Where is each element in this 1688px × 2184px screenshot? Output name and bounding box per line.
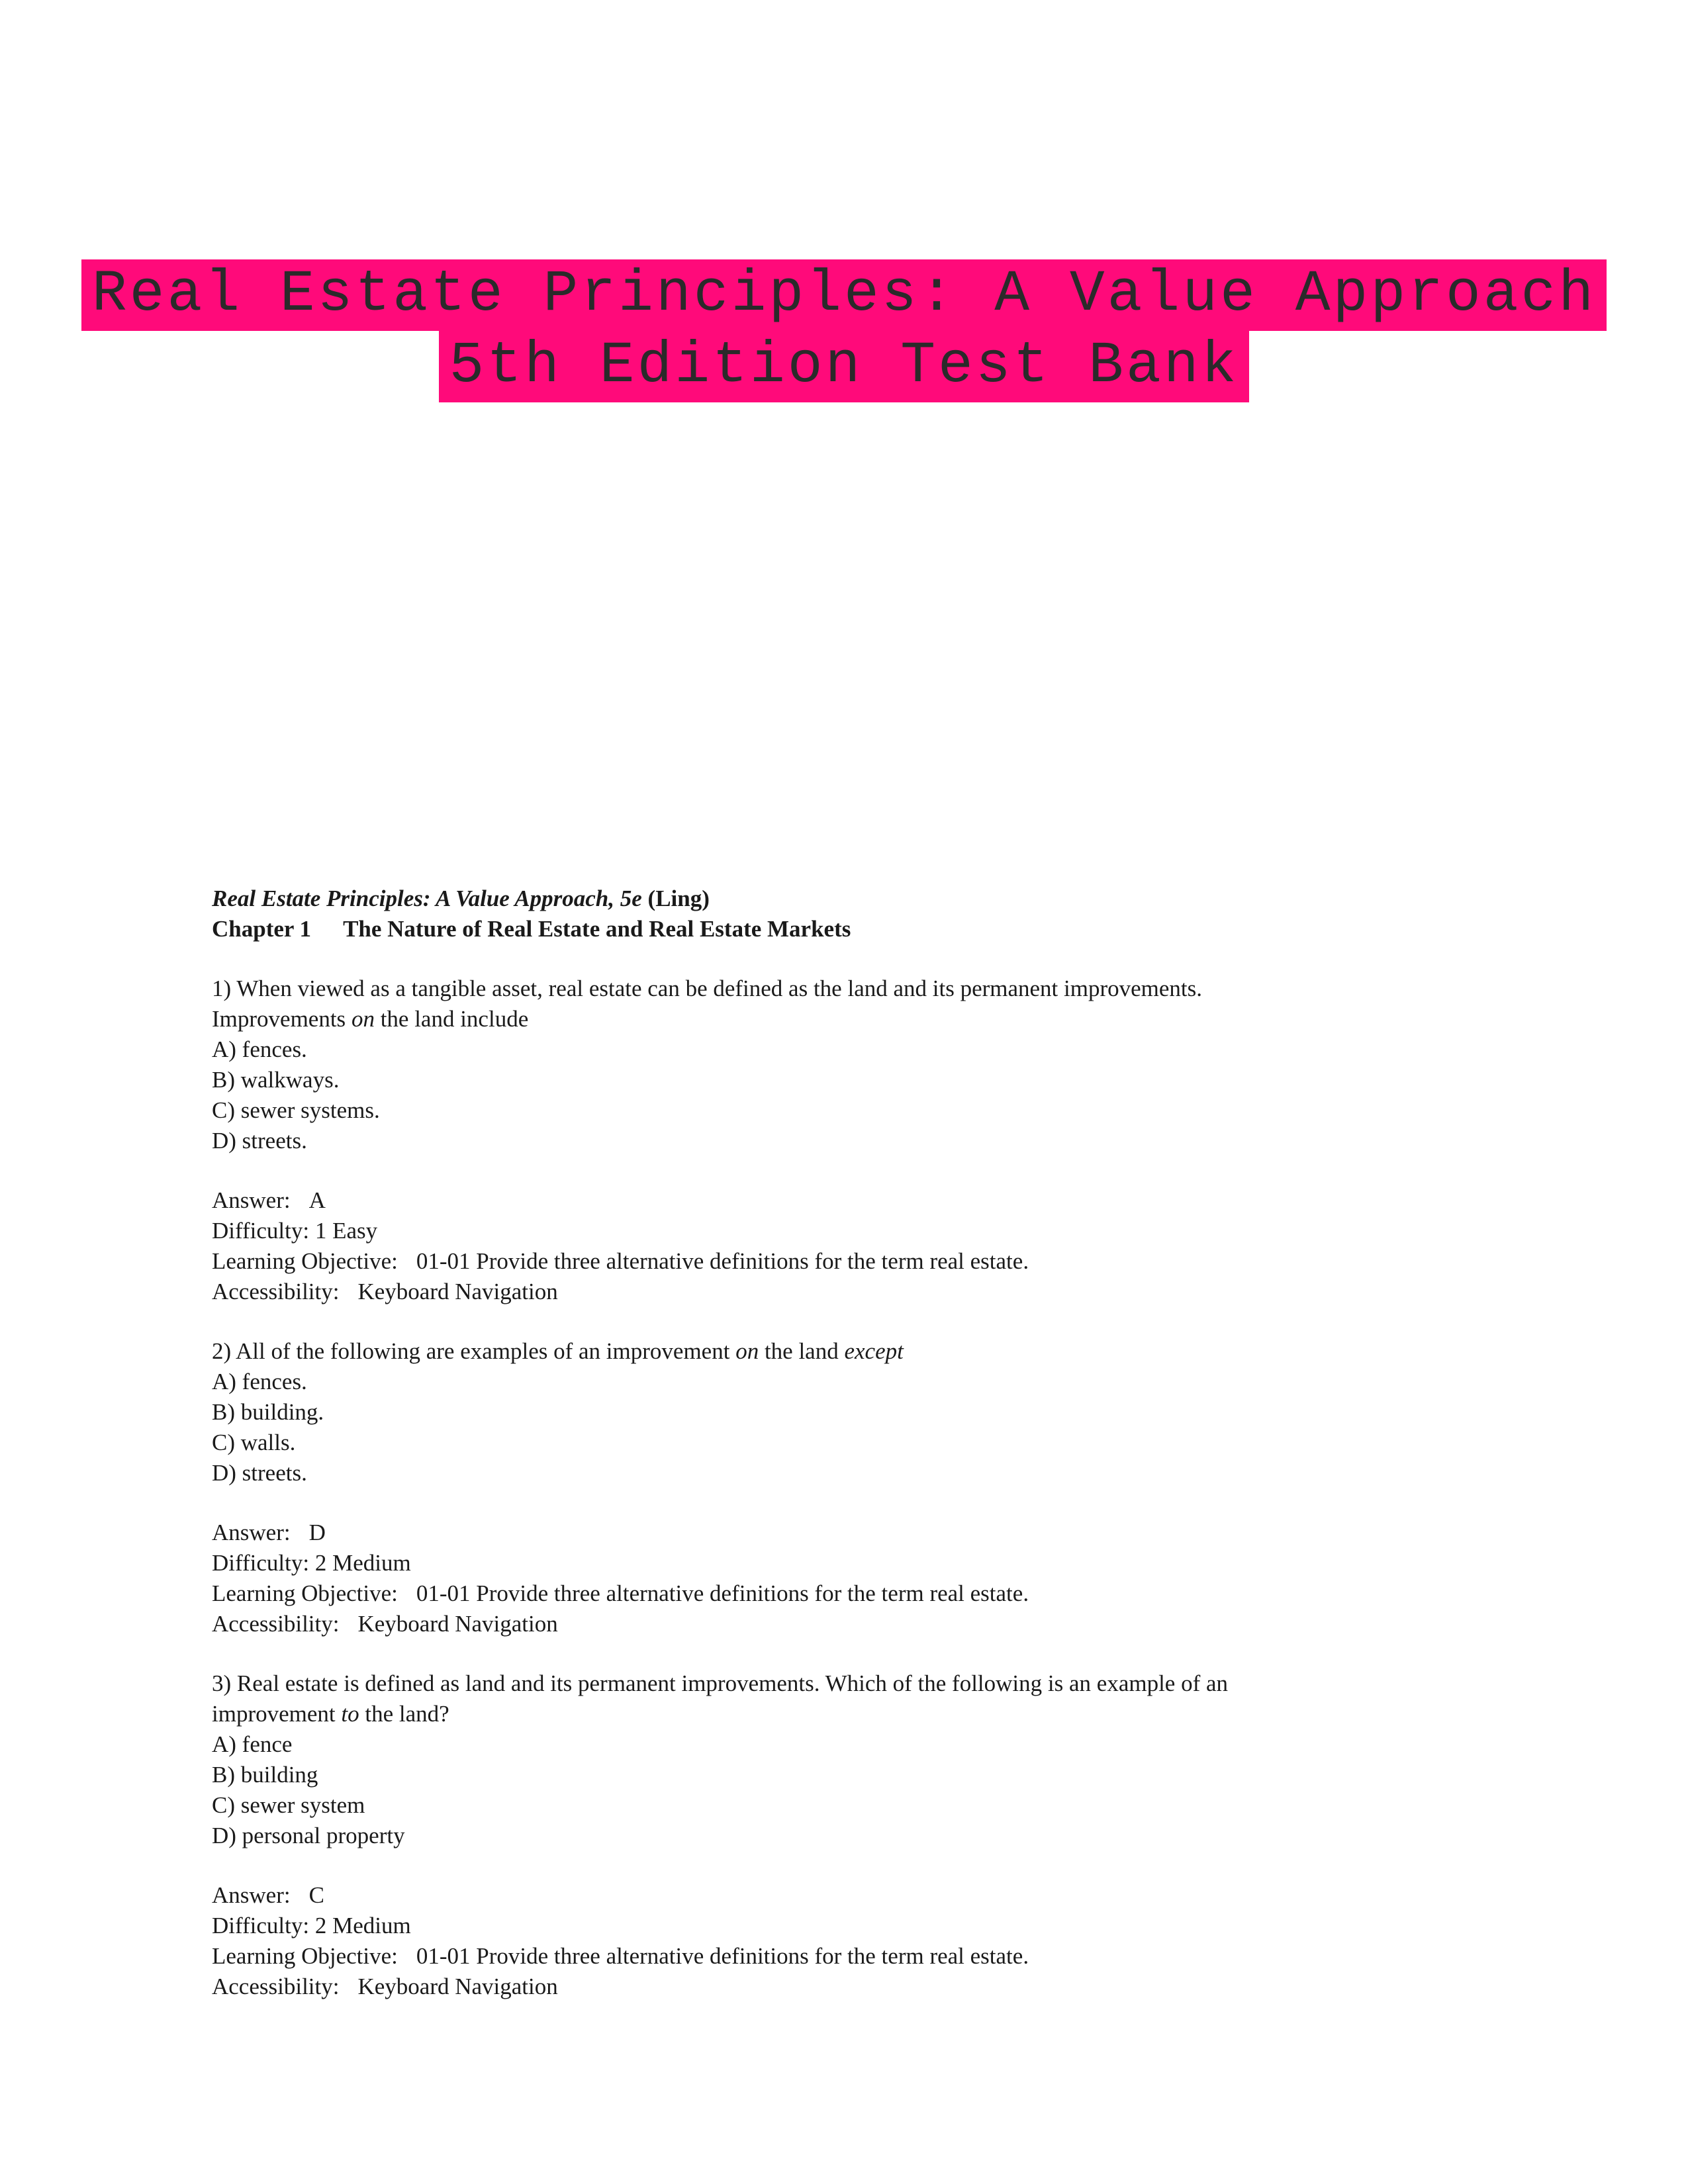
objective-row: Learning Objective: 01-01 Provide three alternative definitions for the term real estate. bbox=[212, 1943, 1029, 1969]
answer-option: C) walls. bbox=[212, 1430, 296, 1455]
question-meta bbox=[212, 1880, 1536, 2002]
question-1 bbox=[212, 974, 1536, 1307]
test-bank-page bbox=[212, 884, 1536, 2002]
chapter-heading bbox=[212, 914, 1536, 944]
answer-row: Answer: A bbox=[212, 1187, 326, 1213]
answer-option: B) building bbox=[212, 1762, 318, 1788]
question-meta bbox=[212, 1185, 1536, 1307]
answer-row: Answer: C bbox=[212, 1882, 324, 1908]
accessibility-row: Accessibility: Keyboard Navigation bbox=[212, 1279, 558, 1304]
title-banner bbox=[0, 259, 1688, 402]
question-meta bbox=[212, 1518, 1536, 1639]
answer-option: C) sewer system bbox=[212, 1792, 365, 1818]
book-title-line bbox=[212, 884, 1536, 914]
accessibility-row: Accessibility: Keyboard Navigation bbox=[212, 1974, 558, 1999]
answer-value: A bbox=[308, 1187, 326, 1213]
accessibility-row: Accessibility: Keyboard Navigation bbox=[212, 1611, 558, 1637]
answer-option: C) sewer systems. bbox=[212, 1097, 380, 1123]
question-text: 3) Real estate is defined as land and its permanent improvements. Which of the following is an example of an improvement to the land? bbox=[212, 1670, 1229, 1727]
question-3 bbox=[212, 1668, 1536, 2002]
answer-option: D) personal property bbox=[212, 1823, 405, 1848]
answer-option: A) fences. bbox=[212, 1369, 307, 1394]
objective-row: Learning Objective: 01-01 Provide three alternative definitions for the term real estate. bbox=[212, 1580, 1029, 1606]
banner-title-line-1: Real Estate Principles: A Value Approach bbox=[81, 259, 1607, 331]
question-2 bbox=[212, 1336, 1536, 1639]
difficulty-row: Difficulty: 2 Medium bbox=[212, 1913, 411, 1938]
answer-option: D) streets. bbox=[212, 1460, 307, 1486]
answer-value: D bbox=[308, 1520, 326, 1545]
banner-title-line-2: 5th Edition Test Bank bbox=[439, 331, 1250, 402]
answer-row: Answer: D bbox=[212, 1520, 326, 1545]
question-text: 1) When viewed as a tangible asset, real estate can be defined as the land and its permanent improvements. Improvements on the land include bbox=[212, 976, 1203, 1032]
answer-option: B) building. bbox=[212, 1399, 324, 1425]
objective-row: Learning Objective: 01-01 Provide three alternative definitions for the term real estate. bbox=[212, 1248, 1029, 1274]
difficulty-row: Difficulty: 1 Easy bbox=[212, 1218, 378, 1244]
answer-option: B) walkways. bbox=[212, 1067, 340, 1093]
answer-option: A) fence bbox=[212, 1731, 293, 1757]
answer-option: D) streets. bbox=[212, 1128, 307, 1154]
book-title: Real Estate Principles: A Value Approach, 5e bbox=[212, 886, 642, 911]
answer-option: A) fences. bbox=[212, 1036, 307, 1062]
chapter-label: Chapter 1 bbox=[212, 916, 312, 942]
answer-value: C bbox=[308, 1882, 324, 1908]
book-author: (Ling) bbox=[641, 886, 710, 911]
difficulty-row: Difficulty: 2 Medium bbox=[212, 1550, 411, 1576]
chapter-title: The Nature of Real Estate and Real Estate Markets bbox=[343, 916, 851, 942]
question-text: 2) All of the following are examples of an improvement on the land except bbox=[212, 1338, 904, 1364]
